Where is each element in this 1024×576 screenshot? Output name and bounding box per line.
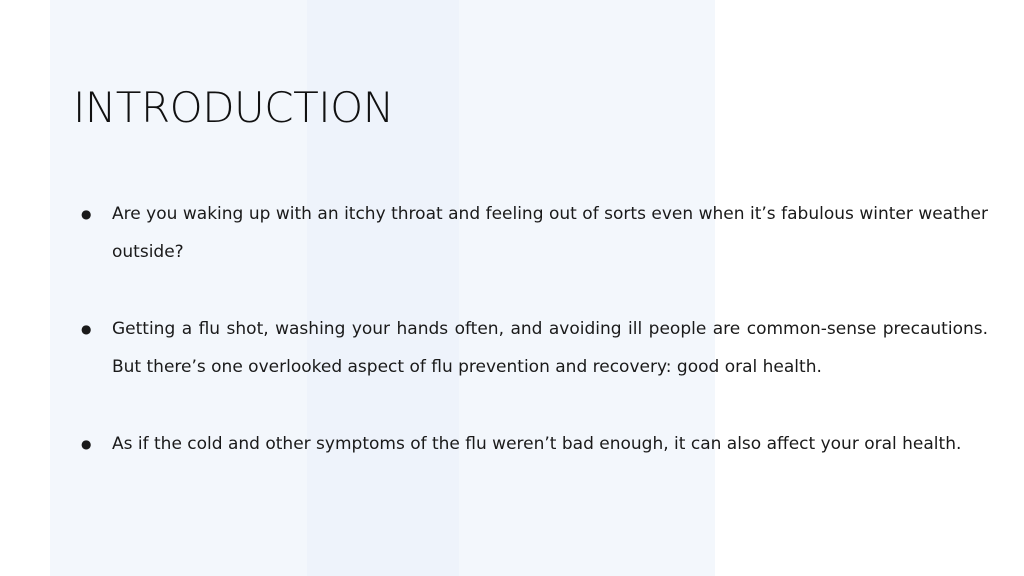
bullet-text: As if the cold and other symptoms of the flu weren’t bad enough, it can also affect your oral health. (112, 434, 962, 454)
bullet-marker: ● (81, 437, 92, 451)
bullet-item-2 (76, 310, 988, 386)
bullet-text: Are you waking up with an itchy throat and feeling out of sorts even when it’s fabulous winter weather outside? (112, 204, 988, 262)
bullet-marker: ● (81, 322, 92, 336)
bullet-list (76, 195, 988, 463)
slide-title: INTRODUCTION (73, 83, 394, 132)
bullet-marker: ● (81, 207, 92, 221)
bullet-text: Getting a flu shot, washing your hands often, and avoiding ill people are common-sense precautions. But there’s one overlooked aspect of flu prevention and recovery: good oral health. (112, 319, 988, 377)
bullet-item-3 (76, 425, 988, 463)
bullet-item-1 (76, 195, 988, 271)
